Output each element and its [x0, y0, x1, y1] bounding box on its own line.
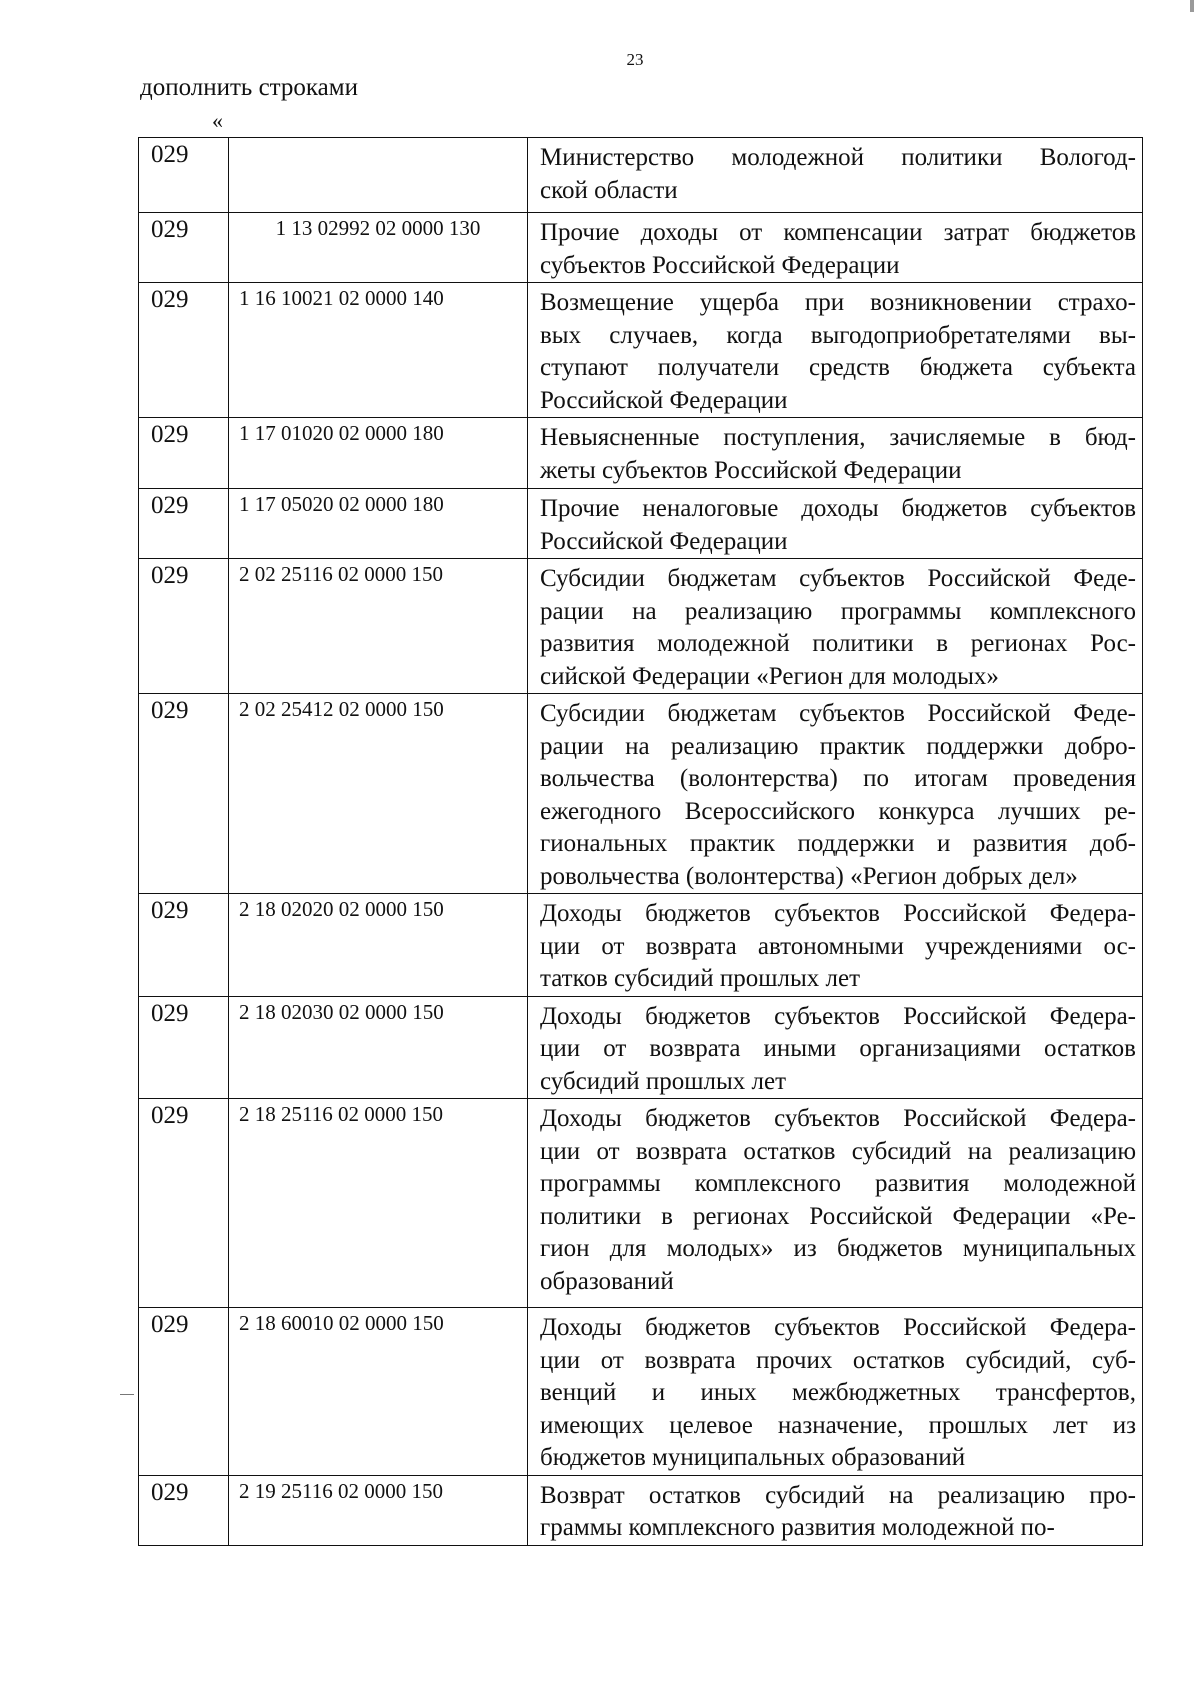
revenue-name-line: Субсидии бюджетам субъектов Российской Феде- — [540, 565, 1136, 592]
revenue-name-cell — [528, 996, 1143, 1099]
revenue-name-cell — [528, 283, 1143, 418]
revenue-name-cell — [528, 138, 1143, 213]
revenue-name-cell — [528, 1099, 1143, 1308]
admin-code-cell: 029 — [139, 1308, 229, 1476]
table-row — [139, 418, 1143, 489]
revenue-name-cell — [528, 694, 1143, 894]
revenue-name-line: образований — [540, 1267, 674, 1295]
budget-code-cell: 1 16 10021 02 0000 140 — [229, 283, 528, 418]
revenue-name-cell — [528, 489, 1143, 559]
revenue-name-cell — [528, 1475, 1143, 1545]
admin-code-cell: 029 — [139, 213, 229, 283]
revenue-name-line: Российской Федерации — [540, 386, 788, 414]
admin-code-cell: 029 — [139, 138, 229, 213]
revenue-name-line: программы комплексного развития молодежной — [540, 1170, 1136, 1197]
admin-code-cell: 029 — [139, 1475, 229, 1545]
budget-code-cell: 1 13 02992 02 0000 130 — [229, 213, 528, 283]
revenue-name-line: сийской Федерации «Регион для молодых» — [540, 662, 999, 690]
table-row — [139, 996, 1143, 1099]
budget-code-cell: 2 18 25116 02 0000 150 — [229, 1099, 528, 1308]
revenue-name-line: ции от возврата остатков субсидий на реализацию — [540, 1137, 1136, 1165]
revenue-name-line: вольчества (волонтерства) по итогам проведения — [540, 765, 1136, 792]
revenue-name-line: ции от возврата автономными учреждениями ос- — [540, 932, 1136, 960]
revenue-name-line: политики в регионах Российской Федерации «Ре- — [540, 1202, 1136, 1230]
revenue-name-line: Министерство молодежной политики Вологод- — [540, 144, 1136, 171]
intro-text: дополнить строками — [140, 74, 358, 101]
revenue-name-line: ровольчества (волонтерства) «Регион добрых дел» — [540, 862, 1078, 890]
revenue-name-line: Доходы бюджетов субъектов Российской Федера- — [540, 900, 1136, 927]
budget-code-cell: 2 02 25116 02 0000 150 — [229, 559, 528, 694]
table-row — [139, 694, 1143, 894]
revenue-name-line: Возмещение ущерба при возникновении страхо- — [540, 289, 1136, 316]
revenue-name-line: Возврат остатков субсидий на реализацию про- — [540, 1481, 1136, 1509]
revenue-name-line: рации на реализацию практик поддержки добро- — [540, 732, 1136, 760]
page-number: 23 — [626, 50, 644, 69]
budget-code-cell: 2 19 25116 02 0000 150 — [229, 1475, 528, 1545]
admin-code-cell: 029 — [139, 489, 229, 559]
revenue-name-line: субъектов Российской Федерации — [540, 251, 900, 279]
scan-edge-mark — [1190, 0, 1194, 12]
revenue-name-cell — [528, 894, 1143, 997]
revenue-name-line: рации на реализацию программы комплексного — [540, 597, 1136, 625]
revenue-name-line: Доходы бюджетов субъектов Российской Федера- — [540, 1314, 1136, 1341]
revenue-name-line: граммы комплексного развития молодежной по- — [540, 1514, 1055, 1541]
revenue-name-cell — [528, 559, 1143, 694]
table-row — [139, 559, 1143, 694]
table-row — [139, 1308, 1143, 1476]
scan-stray-mark — [120, 1394, 134, 1395]
admin-code-cell: 029 — [139, 1099, 229, 1308]
revenue-name-line: субсидий прошлых лет — [540, 1067, 787, 1095]
revenue-name-line: бюджетов муниципальных образований — [540, 1444, 966, 1471]
table-row — [139, 283, 1143, 418]
revenue-name-line: Прочие доходы от компенсации затрат бюджетов — [540, 219, 1136, 246]
table-row — [139, 1475, 1143, 1545]
table-row — [139, 213, 1143, 283]
table-row — [139, 894, 1143, 997]
revenue-name-cell — [528, 213, 1143, 283]
revenue-name-line: Субсидии бюджетам субъектов Российской Феде- — [540, 700, 1136, 727]
table-row — [139, 489, 1143, 559]
budget-code-cell: 2 02 25412 02 0000 150 — [229, 694, 528, 894]
table-body — [139, 138, 1143, 1546]
revenue-name-line: ции от возврата прочих остатков субсидий, суб- — [540, 1346, 1136, 1374]
revenue-name-line: гиональных практик поддержки и развития доб- — [540, 830, 1136, 857]
revenue-name-line: Российской Федерации — [540, 527, 788, 555]
admin-code-cell: 029 — [139, 894, 229, 997]
revenue-name-line: венций и иных межбюджетных трансфертов, — [540, 1379, 1136, 1406]
revenue-name-line: вых случаев, когда выгодоприобретателями вы- — [540, 321, 1136, 349]
budget-code-cell — [229, 138, 528, 213]
budget-code-cell: 1 17 05020 02 0000 180 — [229, 489, 528, 559]
revenue-name-line: Доходы бюджетов субъектов Российской Федера- — [540, 1002, 1136, 1030]
table-row — [139, 138, 1143, 213]
budget-code-cell: 2 18 02020 02 0000 150 — [229, 894, 528, 997]
revenue-name-line: Доходы бюджетов субъектов Российской Федера- — [540, 1105, 1136, 1132]
admin-code-cell: 029 — [139, 418, 229, 489]
budget-code-cell: 2 18 60010 02 0000 150 — [229, 1308, 528, 1476]
revenue-name-cell — [528, 418, 1143, 489]
revenue-name-cell — [528, 1308, 1143, 1476]
revenue-name-line: татков субсидий прошлых лет — [540, 965, 861, 992]
opening-quote-mark: « — [212, 108, 223, 133]
revenue-name-line: гион для молодых» из бюджетов муниципальных — [540, 1235, 1136, 1262]
admin-code-cell: 029 — [139, 996, 229, 1099]
revenue-name-line: ской области — [540, 176, 678, 204]
table-row — [139, 1099, 1143, 1308]
revenue-name-line: ежегодного Всероссийского конкурса лучших ре- — [540, 797, 1136, 825]
revenue-name-line: Прочие неналоговые доходы бюджетов субъектов — [540, 495, 1136, 522]
revenue-name-line: ступают получатели средств бюджета субъекта — [540, 354, 1136, 381]
admin-code-cell: 029 — [139, 283, 229, 418]
revenue-codes-table — [138, 137, 1143, 1546]
revenue-name-line: развития молодежной политики в регионах Рос- — [540, 630, 1136, 657]
budget-code-cell: 1 17 01020 02 0000 180 — [229, 418, 528, 489]
admin-code-cell: 029 — [139, 694, 229, 894]
revenue-name-line: имеющих целевое назначение, прошлых лет из — [540, 1411, 1136, 1439]
budget-code-cell: 2 18 02030 02 0000 150 — [229, 996, 528, 1099]
revenue-name-line: жеты субъектов Российской Федерации — [540, 456, 962, 484]
revenue-name-line: Невыясненные поступления, зачисляемые в бюд- — [540, 424, 1136, 451]
admin-code-cell: 029 — [139, 559, 229, 694]
revenue-name-line: ции от возврата иными организациями остатков — [540, 1035, 1136, 1062]
